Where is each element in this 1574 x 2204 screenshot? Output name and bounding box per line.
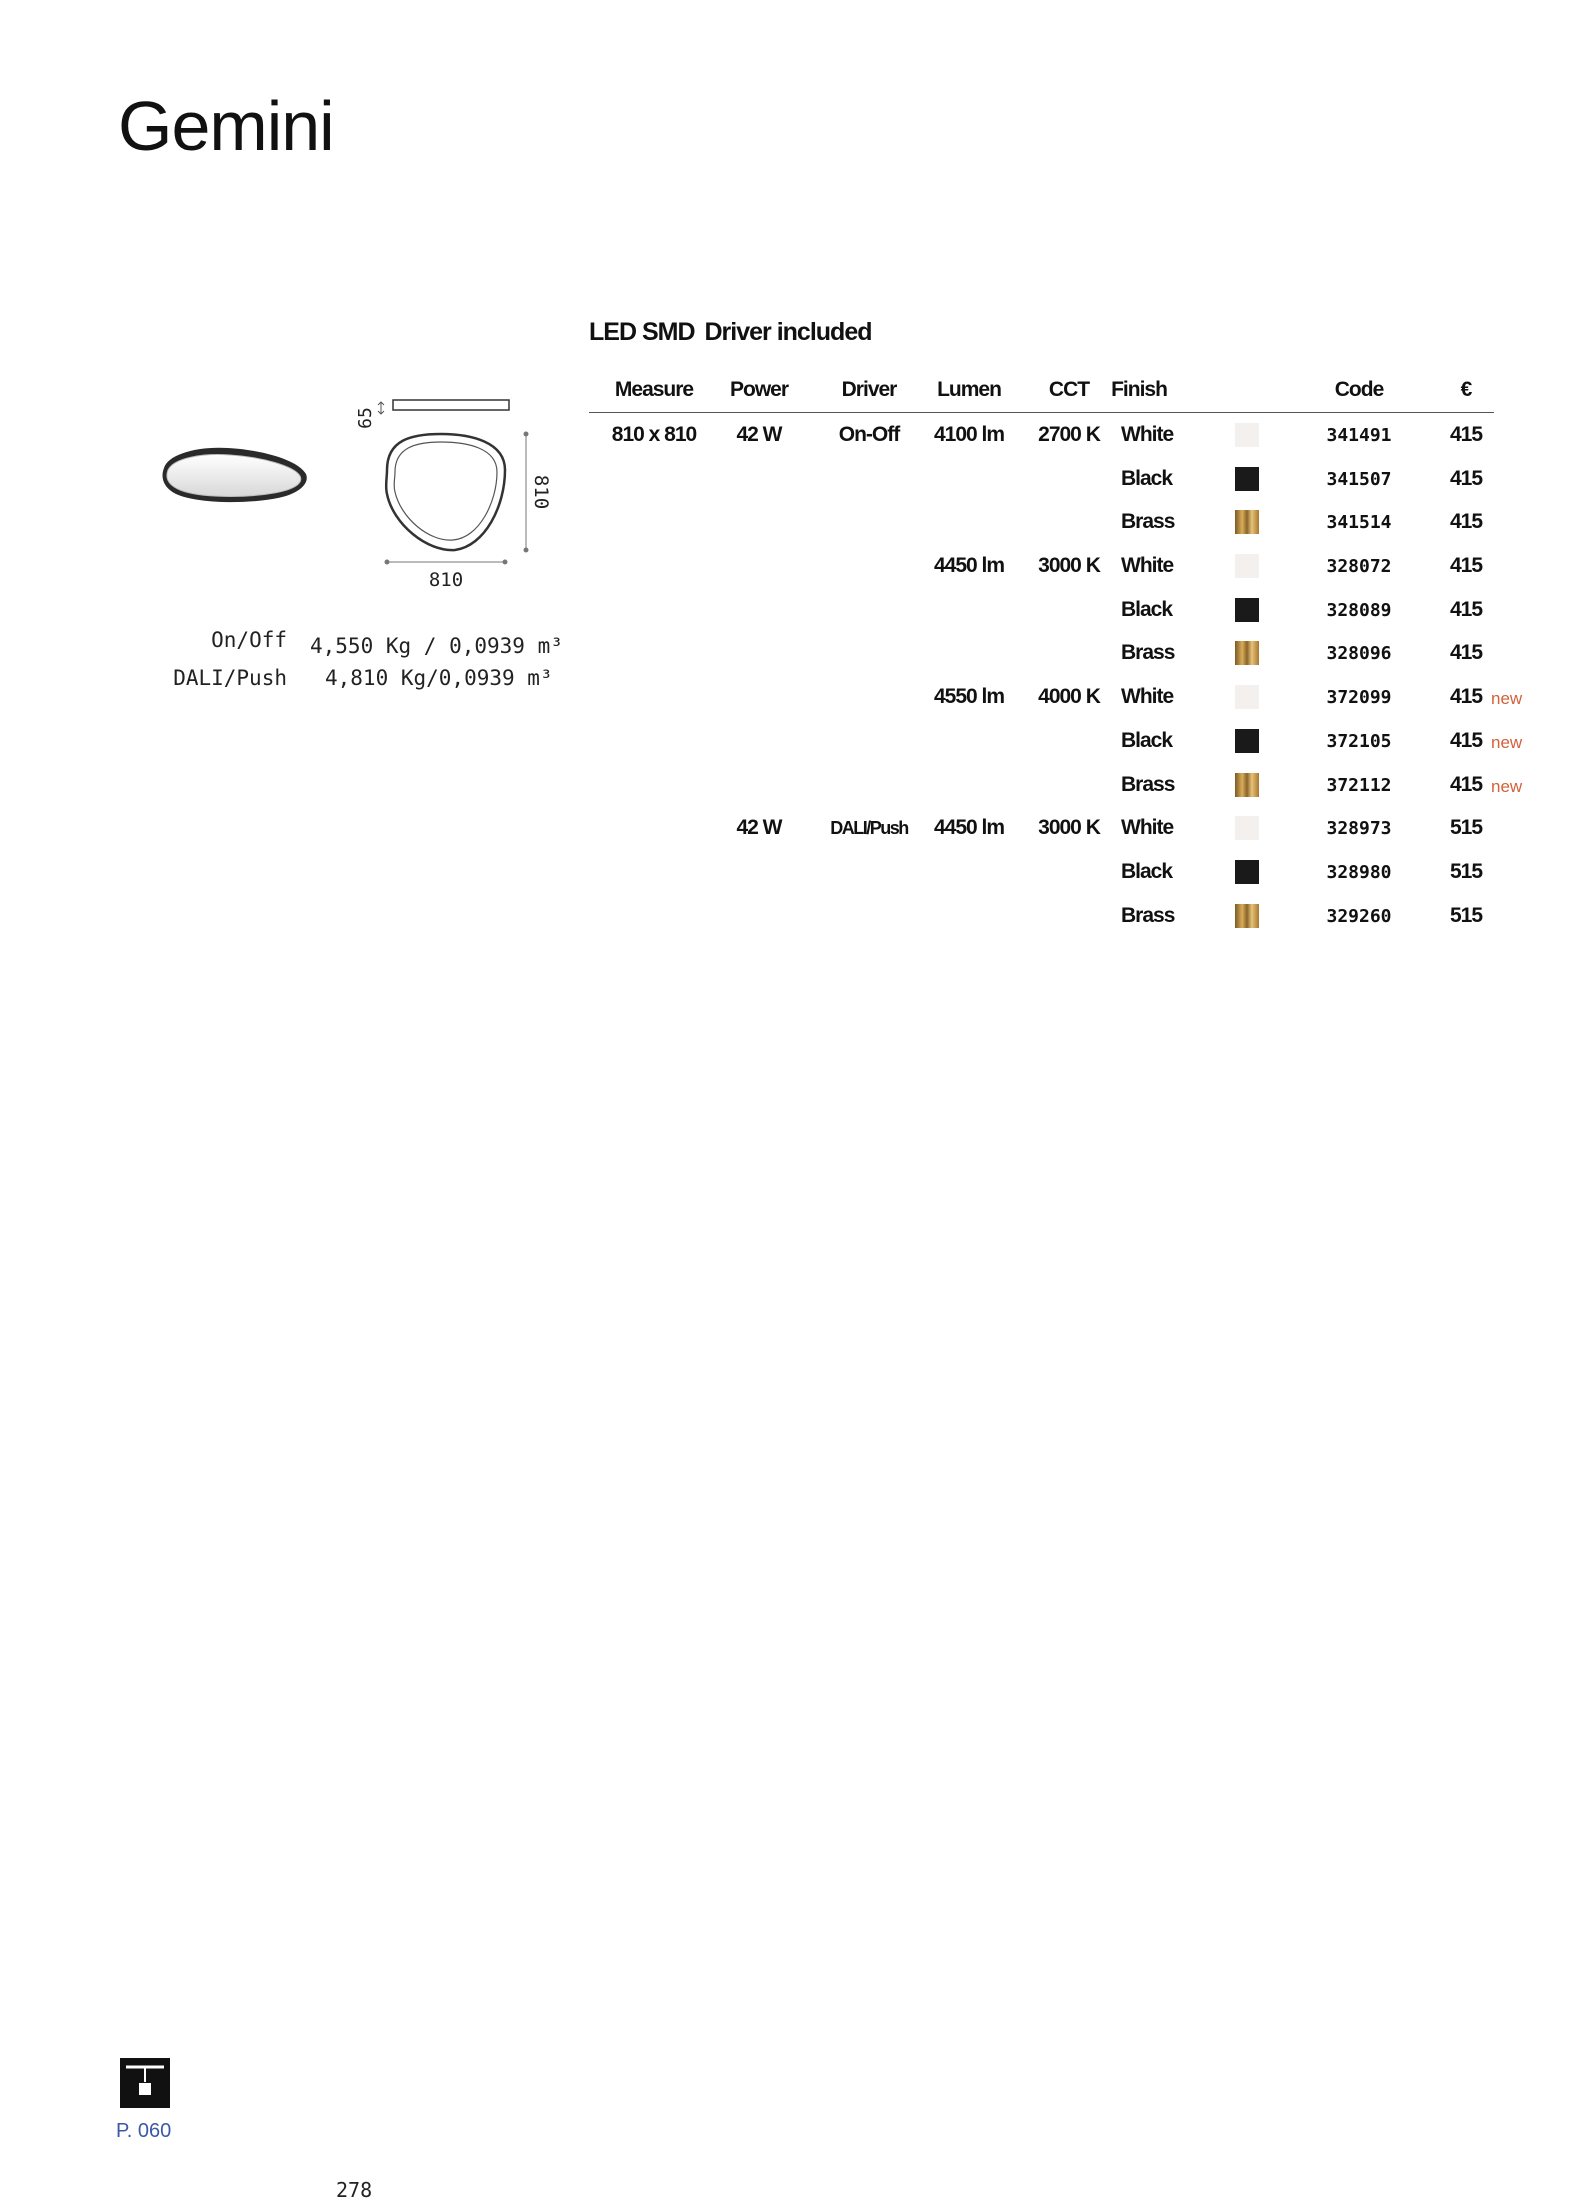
cell-price: 415: [1449, 423, 1483, 446]
finish-swatch-black: [1235, 860, 1259, 884]
finish-swatch-white: [1235, 423, 1259, 447]
cell-code: 329260: [1326, 905, 1392, 927]
cell-finish: White: [1121, 554, 1174, 578]
finish-swatch-white: [1235, 685, 1259, 709]
cell-price: 415: [1449, 728, 1483, 752]
cell-power: 42 W: [736, 423, 782, 446]
cell-finish: White: [1121, 423, 1174, 446]
table-row: [589, 719, 1523, 763]
cell-lumen: 4550 lm: [933, 685, 1005, 709]
finish-swatch-white: [1235, 816, 1259, 840]
cell-finish: Black: [1121, 728, 1173, 752]
height-dimension: 65: [355, 407, 376, 429]
cell-cct: 3000 K: [1038, 816, 1100, 840]
header-driver: Driver: [841, 378, 897, 401]
finish-swatch-black: [1235, 598, 1259, 622]
finish-swatch-black: [1235, 729, 1259, 753]
cell-lumen: 4450 lm: [933, 554, 1005, 578]
table-row: [589, 806, 1494, 850]
finish-swatch-black: [1235, 467, 1259, 491]
cell-code: 341507: [1326, 468, 1392, 490]
driver-label: Driver included: [704, 318, 872, 346]
new-badge: new: [1491, 689, 1523, 709]
cell-finish: White: [1121, 685, 1174, 709]
cell-price: 415: [1449, 772, 1483, 796]
finish-swatch-brass: [1235, 904, 1259, 928]
table-row: [589, 588, 1494, 632]
cell-price: 415: [1449, 641, 1483, 665]
cell-finish: Brass: [1121, 772, 1175, 796]
cell-finish: Black: [1121, 859, 1173, 883]
cell-price: 415: [1449, 466, 1483, 490]
technical-drawing: [345, 390, 552, 600]
cell-lumen: 4100 lm: [933, 423, 1005, 446]
subtitle: [589, 318, 872, 347]
table-row: [589, 457, 1494, 501]
cell-code: 372112: [1326, 774, 1392, 796]
spec-value: 4,810 Kg/0,0939 m³: [325, 666, 553, 690]
page-number: 278: [336, 2178, 373, 2202]
cell-code: 341491: [1326, 425, 1392, 446]
cell-finish: Black: [1121, 597, 1173, 621]
finish-swatch-brass: [1235, 510, 1259, 534]
spec-value: 4,550 Kg / 0,0939 m³: [310, 634, 563, 658]
cell-code: 372105: [1326, 730, 1392, 752]
cell-finish: Brass: [1121, 903, 1175, 927]
cell-cct: 2700 K: [1038, 423, 1100, 446]
cell-finish: Brass: [1121, 641, 1175, 665]
cell-cct: 4000 K: [1038, 685, 1100, 709]
cell-measure: 810 x 810: [611, 423, 697, 446]
cell-code: 341514: [1326, 512, 1392, 534]
width-dimension: 810: [428, 569, 464, 591]
cell-lumen: 4450 lm: [933, 816, 1005, 840]
cell-power: 42 W: [736, 816, 782, 840]
cell-finish: Brass: [1121, 510, 1175, 534]
cell-code: 328072: [1326, 556, 1392, 578]
header-power: Power: [729, 378, 789, 401]
cell-price: 415: [1449, 554, 1483, 578]
cell-driver: On-Off: [838, 423, 900, 446]
page-reference-link[interactable]: P. 060: [116, 2120, 172, 2142]
table-row: [589, 500, 1494, 544]
finish-swatch-brass: [1235, 641, 1259, 665]
table-row: [589, 675, 1523, 719]
ceiling-lamp-icon: [120, 2058, 170, 2108]
finish-swatch-brass: [1235, 773, 1259, 797]
cell-code: 328973: [1326, 818, 1392, 840]
table-row: [589, 894, 1494, 938]
cell-price: 415: [1449, 685, 1483, 709]
header-code: Code: [1334, 378, 1384, 401]
header-price: €: [1460, 378, 1472, 401]
table-row: [589, 413, 1494, 457]
cell-code: 328089: [1326, 599, 1392, 621]
cell-price: 415: [1449, 510, 1483, 534]
header-finish: Finish: [1111, 378, 1167, 401]
depth-dimension: 810: [530, 474, 552, 510]
cell-price: 415: [1449, 597, 1483, 621]
new-badge: new: [1491, 732, 1523, 752]
cell-cct: 3000 K: [1038, 554, 1100, 578]
table-header: [589, 372, 1494, 413]
product-table: [589, 372, 1523, 937]
cell-price: 515: [1449, 859, 1483, 883]
page-title: Gemini: [118, 87, 334, 165]
cell-price: 515: [1449, 816, 1483, 840]
product-photo: [158, 438, 310, 510]
cell-code: 328096: [1326, 643, 1392, 665]
spec-label: DALI/Push: [173, 666, 287, 690]
cell-code: 372099: [1326, 687, 1392, 709]
spec-label: On/Off: [211, 628, 287, 652]
table-row: [589, 850, 1494, 894]
table-row: [589, 763, 1523, 807]
table-row: [589, 544, 1494, 588]
cell-code: 328980: [1326, 861, 1392, 883]
cell-finish: White: [1121, 816, 1174, 840]
table-row: [589, 631, 1494, 675]
new-badge: new: [1491, 776, 1523, 796]
cell-price: 515: [1449, 903, 1483, 927]
header-measure: Measure: [614, 378, 694, 401]
header-lumen: Lumen: [937, 378, 1001, 401]
table-body: [589, 413, 1523, 937]
header-cct: CCT: [1048, 378, 1090, 401]
cell-finish: Black: [1121, 466, 1173, 490]
light-source-label: LED SMD: [589, 318, 695, 346]
finish-swatch-white: [1235, 554, 1259, 578]
cell-driver: DALI/Push: [830, 818, 908, 839]
